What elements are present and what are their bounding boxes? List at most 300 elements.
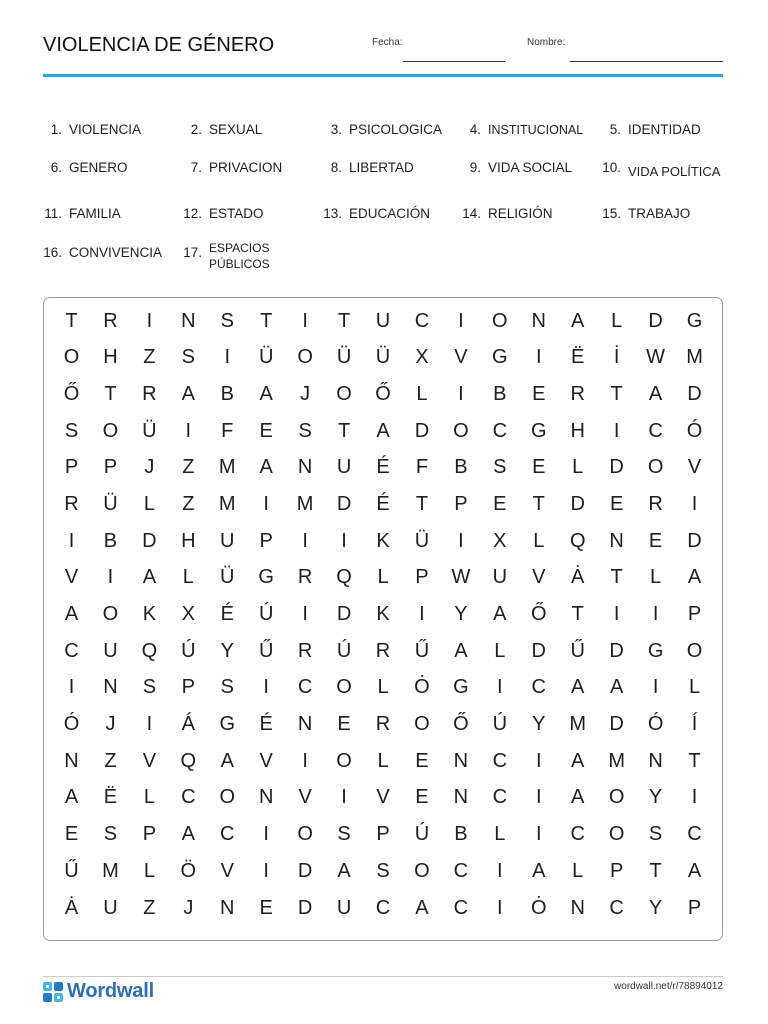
word-text: ESTADO bbox=[209, 206, 264, 221]
grid-letter: B bbox=[454, 823, 468, 846]
word-number: 5. bbox=[609, 122, 621, 137]
grid-letter: I bbox=[535, 786, 542, 809]
grid-letter: É bbox=[376, 492, 390, 515]
grid-row bbox=[44, 529, 722, 553]
grid-letter: T bbox=[337, 419, 351, 442]
grid-letter: I bbox=[613, 603, 620, 626]
grid-letter: Z bbox=[143, 346, 156, 369]
grid-letter: I bbox=[535, 346, 542, 369]
footer-divider bbox=[43, 976, 723, 977]
grid-row bbox=[44, 419, 722, 443]
grid-letter: O bbox=[414, 713, 430, 736]
grid-letter: E bbox=[259, 896, 273, 919]
word-text: TRABAJO bbox=[628, 206, 691, 221]
grid-letter: A bbox=[259, 382, 273, 405]
word-list-item bbox=[178, 122, 262, 138]
grid-letter: C bbox=[492, 749, 508, 772]
activity-url: wordwall.net/r/78894012 bbox=[614, 981, 723, 992]
grid-letter: O bbox=[492, 309, 508, 332]
grid-letter: C bbox=[687, 823, 702, 846]
grid-letter: A bbox=[337, 859, 351, 882]
grid-letter: I bbox=[497, 676, 503, 699]
grid-letter: I bbox=[458, 382, 464, 405]
grid-letter: O bbox=[686, 639, 703, 662]
word-number: 17. bbox=[183, 245, 202, 260]
grid-letter: U bbox=[103, 896, 118, 919]
grid-letter: N bbox=[181, 309, 196, 332]
grid-letter: A bbox=[571, 676, 585, 699]
grid-letter: O bbox=[63, 346, 80, 369]
grid-letter: Ű bbox=[414, 639, 430, 662]
grid-letter: E bbox=[532, 382, 546, 405]
grid-letter: Ű bbox=[570, 639, 585, 662]
grid-letter: B bbox=[220, 382, 234, 405]
grid-letter: Ȯ bbox=[414, 676, 430, 699]
grid-letter: K bbox=[376, 603, 390, 626]
grid-letter: E bbox=[415, 749, 429, 772]
grid-letter: C bbox=[414, 309, 430, 332]
grid-letter: B bbox=[493, 382, 507, 405]
grid-letter: Ü bbox=[258, 346, 274, 369]
word-number: 1. bbox=[50, 122, 62, 137]
grid-letter: V bbox=[220, 859, 234, 882]
grid-letter: D bbox=[142, 529, 157, 552]
grid-letter: M bbox=[608, 749, 625, 772]
grid-letter: I bbox=[341, 529, 347, 552]
grid-letter: I bbox=[263, 492, 269, 515]
grid-row bbox=[44, 455, 722, 479]
grid-letter: P bbox=[376, 823, 390, 846]
grid-letter: T bbox=[337, 309, 351, 332]
grid-letter: O bbox=[336, 676, 352, 699]
grid-letter: I bbox=[691, 786, 698, 809]
grid-letter: T bbox=[649, 859, 662, 882]
grid-letter: W bbox=[646, 346, 666, 369]
grid-letter: L bbox=[377, 566, 389, 589]
word-list-item bbox=[318, 160, 414, 176]
grid-letter: R bbox=[648, 492, 663, 515]
grid-letter: A bbox=[687, 859, 702, 882]
grid-letter: Ü bbox=[103, 492, 118, 515]
grid-letter: T bbox=[571, 603, 584, 626]
grid-letter: S bbox=[648, 823, 663, 846]
grid-letter: N bbox=[64, 749, 79, 772]
grid-letter: N bbox=[297, 713, 313, 736]
grid-letter: R bbox=[570, 382, 585, 405]
word-number: 6. bbox=[50, 160, 62, 175]
grid-letter: L bbox=[572, 456, 584, 479]
grid-letter: G bbox=[647, 639, 664, 662]
word-number: 7. bbox=[190, 160, 202, 175]
grid-letter: I bbox=[341, 786, 347, 809]
grid-letter: Q bbox=[569, 529, 586, 552]
grid-letter: Z bbox=[104, 749, 117, 772]
grid-row bbox=[44, 639, 722, 663]
grid-letter: L bbox=[494, 823, 506, 846]
grid-letter: Ü bbox=[336, 346, 352, 369]
grid-letter: Y bbox=[532, 713, 546, 736]
grid-letter: D bbox=[414, 419, 430, 442]
word-text: ESPACIOS PÚBLICOS bbox=[209, 241, 270, 271]
grid-letter: R bbox=[103, 309, 118, 332]
grid-letter: C bbox=[375, 896, 391, 919]
grid-letter: D bbox=[531, 639, 546, 662]
grid-letter: Ő bbox=[375, 382, 391, 405]
grid-letter: J bbox=[144, 456, 155, 479]
grid-letter: D bbox=[609, 456, 624, 479]
word-text: PSICOLOGICA bbox=[349, 122, 443, 137]
grid-letter: U bbox=[336, 896, 352, 919]
grid-letter: A bbox=[532, 859, 546, 882]
word-number: 15. bbox=[602, 206, 621, 221]
grid-letter: I bbox=[146, 713, 153, 736]
grid-letter: É bbox=[259, 713, 273, 736]
word-text: VIDA POLÍTICA bbox=[628, 164, 721, 179]
grid-letter: C bbox=[181, 786, 196, 809]
grid-letter: Y bbox=[648, 896, 663, 919]
grid-letter: P bbox=[64, 456, 79, 479]
grid-letter: T bbox=[688, 749, 701, 772]
grid-letter: S bbox=[220, 309, 234, 332]
grid-letter: M bbox=[569, 713, 587, 736]
grid-letter: M bbox=[102, 859, 119, 882]
word-list-item bbox=[597, 160, 721, 179]
grid-letter: W bbox=[451, 566, 471, 589]
grid-letter: Ë bbox=[571, 346, 585, 369]
word-text: INSTITUCIONAL bbox=[488, 123, 584, 137]
grid-letter: O bbox=[102, 603, 119, 626]
grid-letter: B bbox=[454, 456, 468, 479]
grid-letter: A bbox=[648, 382, 663, 405]
grid-letter: O bbox=[219, 786, 236, 809]
grid-letter: I bbox=[458, 309, 464, 332]
grid-letter: A bbox=[415, 896, 429, 919]
grid-letter: U bbox=[375, 309, 391, 332]
word-text: RELIGIÓN bbox=[488, 206, 553, 221]
grid-letter: Ó bbox=[647, 713, 664, 736]
grid-letter: D bbox=[570, 492, 585, 515]
grid-letter: L bbox=[143, 492, 155, 515]
grid-letter: Q bbox=[180, 749, 197, 772]
grid-letter: E bbox=[648, 529, 663, 552]
grid-letter: L bbox=[416, 382, 428, 405]
grid-letter: K bbox=[142, 603, 157, 626]
grid-letter: A bbox=[609, 676, 624, 699]
grid-letter: I bbox=[691, 492, 698, 515]
grid-letter: Í bbox=[691, 713, 698, 736]
grid-letter: K bbox=[376, 529, 390, 552]
grid-letter: Y bbox=[220, 639, 234, 662]
grid-letter: X bbox=[415, 346, 429, 369]
date-blank-line bbox=[403, 61, 505, 62]
word-text: GENERO bbox=[69, 160, 128, 175]
grid-letter: Ő bbox=[453, 713, 469, 736]
word-text: EDUCACIÓN bbox=[349, 206, 431, 221]
grid-letter: I bbox=[302, 309, 308, 332]
grid-row bbox=[44, 382, 722, 406]
grid-letter: L bbox=[572, 859, 584, 882]
word-text: SEXUAL bbox=[209, 122, 263, 137]
word-number: 9. bbox=[469, 160, 481, 175]
grid-letter: O bbox=[336, 749, 352, 772]
grid-letter: D bbox=[609, 713, 624, 736]
grid-letter: N bbox=[258, 786, 274, 809]
grid-letter: N bbox=[103, 676, 118, 699]
grid-letter: E bbox=[493, 492, 507, 515]
word-text: PRIVACION bbox=[209, 160, 283, 175]
grid-letter: V bbox=[454, 346, 468, 369]
grid-letter: L bbox=[688, 676, 701, 699]
grid-row bbox=[44, 675, 722, 699]
grid-letter: G bbox=[453, 676, 469, 699]
word-list-item bbox=[178, 206, 264, 222]
grid-letter: G bbox=[530, 419, 547, 442]
grid-letter: U bbox=[220, 529, 235, 552]
grid-letter: C bbox=[453, 859, 469, 882]
grid-letter: C bbox=[297, 676, 313, 699]
grid-letter: E bbox=[259, 419, 273, 442]
grid-letter: I bbox=[302, 529, 308, 552]
grid-letter: N bbox=[453, 786, 469, 809]
grid-letter: I bbox=[302, 749, 308, 772]
grid-letter: P bbox=[687, 896, 702, 919]
header-divider bbox=[43, 74, 723, 77]
grid-letter: F bbox=[221, 419, 234, 442]
grid-letter: V bbox=[376, 786, 390, 809]
grid-letter: N bbox=[453, 749, 469, 772]
grid-letter: Ó bbox=[686, 419, 703, 442]
word-search-grid bbox=[43, 297, 723, 941]
grid-letter: C bbox=[570, 823, 585, 846]
grid-letter: Ü bbox=[414, 529, 430, 552]
grid-row bbox=[44, 785, 722, 809]
grid-letter: Y bbox=[454, 603, 468, 626]
word-list-item bbox=[178, 241, 287, 272]
grid-letter: E bbox=[64, 823, 79, 846]
grid-letter: Á bbox=[181, 713, 195, 736]
word-list-item bbox=[38, 206, 121, 222]
grid-letter: R bbox=[142, 382, 157, 405]
grid-letter: C bbox=[220, 823, 235, 846]
grid-letter: I bbox=[185, 419, 192, 442]
word-number: 8. bbox=[330, 160, 342, 175]
grid-letter: L bbox=[533, 529, 545, 552]
grid-letter: E bbox=[609, 492, 624, 515]
grid-letter: A bbox=[142, 566, 157, 589]
grid-letter: Ó bbox=[63, 713, 80, 736]
grid-letter: S bbox=[493, 456, 507, 479]
grid-letter: C bbox=[492, 786, 508, 809]
grid-letter: Ú bbox=[492, 713, 508, 736]
grid-letter: I bbox=[146, 309, 153, 332]
grid-letter: P bbox=[259, 529, 273, 552]
grid-letter: S bbox=[64, 419, 79, 442]
grid-letter: I bbox=[613, 419, 620, 442]
grid-letter: G bbox=[686, 309, 703, 332]
grid-row bbox=[44, 822, 722, 846]
grid-letter: D bbox=[297, 859, 313, 882]
grid-letter: L bbox=[377, 676, 389, 699]
grid-letter: Ü bbox=[375, 346, 391, 369]
word-number: 11. bbox=[44, 206, 62, 221]
grid-letter: P bbox=[454, 492, 468, 515]
brand-name: Wordwall bbox=[67, 980, 154, 1002]
wordwall-logo-icon-graphic bbox=[43, 982, 63, 1002]
grid-letter: I bbox=[263, 676, 269, 699]
grid-letter: T bbox=[260, 309, 273, 332]
word-number: 13. bbox=[323, 206, 342, 221]
grid-letter: İ bbox=[613, 346, 620, 369]
grid-letter: L bbox=[182, 566, 194, 589]
grid-row bbox=[44, 859, 722, 883]
grid-letter: Ő bbox=[530, 603, 547, 626]
word-list-item bbox=[597, 206, 690, 222]
grid-letter: N bbox=[570, 896, 585, 919]
word-number: 4. bbox=[469, 122, 481, 137]
grid-letter: D bbox=[336, 492, 352, 515]
word-text: LIBERTAD bbox=[349, 160, 414, 175]
word-list-item bbox=[457, 122, 583, 138]
grid-row bbox=[44, 896, 722, 920]
grid-letter: I bbox=[302, 603, 308, 626]
grid-letter: C bbox=[492, 419, 508, 442]
grid-letter: L bbox=[611, 309, 623, 332]
grid-letter: Ö bbox=[180, 859, 197, 882]
grid-row bbox=[44, 565, 722, 589]
grid-letter: S bbox=[376, 859, 390, 882]
grid-letter: O bbox=[297, 346, 313, 369]
grid-letter: A bbox=[64, 786, 79, 809]
grid-letter: U bbox=[336, 456, 352, 479]
word-list-item bbox=[457, 206, 553, 222]
grid-letter: L bbox=[494, 639, 506, 662]
grid-letter: D bbox=[687, 529, 702, 552]
grid-letter: G bbox=[258, 566, 274, 589]
grid-letter: I bbox=[419, 603, 425, 626]
grid-letter: S bbox=[337, 823, 351, 846]
grid-letter: A bbox=[493, 603, 507, 626]
grid-letter: H bbox=[103, 346, 118, 369]
grid-letter: E bbox=[337, 713, 351, 736]
grid-letter: Ü bbox=[142, 419, 157, 442]
grid-letter: Ú bbox=[414, 823, 430, 846]
grid-letter: O bbox=[647, 456, 664, 479]
grid-letter: Ú bbox=[258, 603, 274, 626]
grid-letter: G bbox=[219, 713, 236, 736]
grid-letter: M bbox=[218, 456, 236, 479]
date-label: Fecha: bbox=[372, 37, 403, 48]
grid-letter: L bbox=[650, 566, 662, 589]
grid-letter: L bbox=[143, 859, 155, 882]
grid-letter: Ú bbox=[181, 639, 196, 662]
grid-letter: Ȯ bbox=[530, 896, 547, 919]
grid-letter: P bbox=[181, 676, 195, 699]
grid-letter: D bbox=[336, 603, 352, 626]
grid-letter: I bbox=[68, 676, 75, 699]
grid-letter: V bbox=[298, 786, 312, 809]
grid-letter: D bbox=[297, 896, 313, 919]
grid-letter: É bbox=[376, 456, 390, 479]
grid-letter: V bbox=[64, 566, 79, 589]
grid-letter: C bbox=[609, 896, 624, 919]
grid-letter: P bbox=[609, 859, 624, 882]
grid-letter: Ȧ bbox=[571, 566, 585, 589]
grid-letter: V bbox=[142, 749, 157, 772]
grid-letter: N bbox=[609, 529, 624, 552]
word-list-item bbox=[457, 160, 572, 176]
grid-letter: D bbox=[687, 382, 702, 405]
grid-letter: U bbox=[492, 566, 508, 589]
word-number: 2. bbox=[190, 122, 202, 137]
grid-letter: I bbox=[458, 529, 464, 552]
grid-letter: O bbox=[608, 823, 625, 846]
grid-letter: G bbox=[492, 346, 508, 369]
grid-letter: H bbox=[181, 529, 196, 552]
grid-letter: R bbox=[375, 713, 391, 736]
grid-letter: U bbox=[103, 639, 118, 662]
word-number: 12. bbox=[183, 206, 202, 221]
grid-letter: A bbox=[64, 603, 79, 626]
grid-letter: J bbox=[105, 713, 116, 736]
grid-letter: C bbox=[453, 896, 469, 919]
word-text: FAMILIA bbox=[69, 206, 121, 221]
grid-letter: P bbox=[103, 456, 118, 479]
grid-letter: L bbox=[143, 786, 155, 809]
grid-letter: L bbox=[377, 749, 389, 772]
grid-letter: H bbox=[570, 419, 585, 442]
grid-letter: Ë bbox=[103, 786, 118, 809]
grid-letter: E bbox=[415, 786, 429, 809]
grid-letter: J bbox=[183, 896, 194, 919]
grid-letter: J bbox=[300, 382, 311, 405]
name-label: Nombre: bbox=[527, 37, 566, 48]
grid-letter: T bbox=[104, 382, 117, 405]
grid-letter: T bbox=[415, 492, 429, 515]
grid-letter: I bbox=[263, 823, 269, 846]
grid-row bbox=[44, 749, 722, 773]
grid-letter: A bbox=[181, 823, 195, 846]
grid-letter: Q bbox=[336, 566, 352, 589]
grid-letter: A bbox=[454, 639, 468, 662]
grid-letter: P bbox=[142, 823, 157, 846]
grid-letter: Ȧ bbox=[64, 896, 79, 919]
grid-letter: N bbox=[648, 749, 663, 772]
grid-letter: V bbox=[687, 456, 702, 479]
grid-row bbox=[44, 602, 722, 626]
grid-letter: S bbox=[220, 676, 234, 699]
grid-letter: O bbox=[453, 419, 469, 442]
grid-letter: O bbox=[102, 419, 119, 442]
grid-letter: R bbox=[297, 639, 313, 662]
grid-letter: D bbox=[609, 639, 624, 662]
word-list-item bbox=[178, 160, 282, 176]
grid-letter: Z bbox=[182, 456, 195, 479]
grid-letter: I bbox=[497, 896, 503, 919]
grid-letter: Ű bbox=[258, 639, 274, 662]
grid-letter: T bbox=[610, 566, 623, 589]
wordwall-logo-icon bbox=[43, 982, 63, 1002]
word-number: 14. bbox=[462, 206, 481, 221]
word-list-item bbox=[38, 245, 162, 261]
grid-row bbox=[44, 345, 722, 369]
grid-letter: P bbox=[687, 603, 702, 626]
grid-letter: V bbox=[532, 566, 546, 589]
grid-letter: A bbox=[687, 566, 702, 589]
grid-letter: T bbox=[532, 492, 545, 515]
grid-letter: É bbox=[220, 603, 234, 626]
grid-letter: N bbox=[297, 456, 313, 479]
grid-letter: R bbox=[297, 566, 313, 589]
